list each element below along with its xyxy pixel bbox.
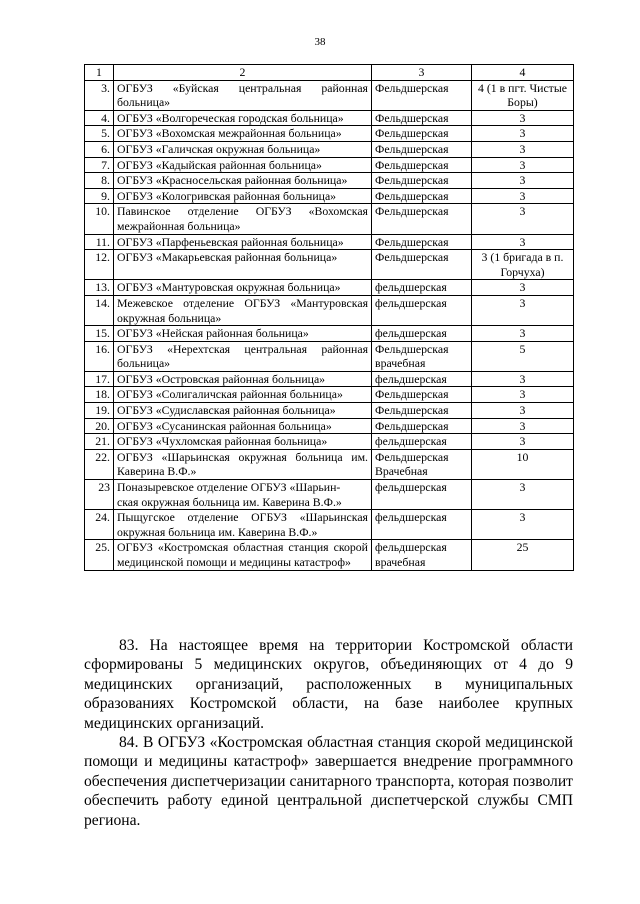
team-count-cell: 3 (472, 418, 574, 434)
team-count-cell: 3 (472, 234, 574, 250)
row-number-cell: 15. (85, 326, 114, 342)
table-row (85, 110, 574, 126)
row-number-cell: 11. (85, 234, 114, 250)
organization-cell: ОГБУЗ «Шарьинская окружная больница им. Каверина В.Ф.» (114, 449, 372, 479)
header-cell-4: 4 (472, 65, 574, 81)
header-cell-3: 3 (372, 65, 472, 81)
organization-cell: ОГБУЗ «Галичская окружная больница» (114, 141, 372, 157)
table-row (85, 418, 574, 434)
organization-cell: ОГБУЗ «Костромская областная станция скорой медицинской помощи и медицины катастроф» (114, 540, 372, 570)
organization-cell: ОГБУЗ «Судиславская районная больница» (114, 403, 372, 419)
table-row (85, 403, 574, 419)
team-type-cell: Фельдшерская врачебная (372, 341, 472, 371)
team-type-cell: фельдшерская (372, 510, 472, 540)
row-number-cell: 9. (85, 188, 114, 204)
row-number-cell: 21. (85, 434, 114, 450)
row-number-cell: 8. (85, 173, 114, 189)
team-type-cell: фельдшерская (372, 280, 472, 296)
table-row (85, 280, 574, 296)
table-row (85, 188, 574, 204)
row-number-cell: 7. (85, 157, 114, 173)
team-type-cell: Фельдшерская (372, 204, 472, 234)
team-type-cell: фельдшерская (372, 326, 472, 342)
table-header-row (85, 65, 574, 81)
organization-cell: ОГБУЗ «Солигаличская районная больница» (114, 387, 372, 403)
row-number-cell: 10. (85, 204, 114, 234)
team-type-cell: Фельдшерская (372, 234, 472, 250)
team-type-cell: Фельдшерская Врачебная (372, 449, 472, 479)
organization-cell: ОГБУЗ «Островская районная больница» (114, 371, 372, 387)
row-number-cell: 5. (85, 126, 114, 142)
team-type-cell: фельдшерская (372, 371, 472, 387)
team-count-cell: 3 (472, 126, 574, 142)
organization-cell: ОГБУЗ «Нерехтская центральная районная больница» (114, 341, 372, 371)
team-count-cell: 3 (472, 480, 574, 510)
team-count-cell: 3 (472, 204, 574, 234)
team-count-cell: 3 (472, 141, 574, 157)
body-text (84, 636, 573, 830)
organization-cell: ОГБУЗ «Макарьевская районная больница» (114, 250, 372, 280)
row-number-cell: 3. (85, 80, 114, 110)
team-count-cell: 3 (472, 157, 574, 173)
team-count-cell: 3 (472, 387, 574, 403)
row-number-cell: 4. (85, 110, 114, 126)
row-number-cell: 6. (85, 141, 114, 157)
team-count-cell: 3 (472, 110, 574, 126)
table-row (85, 371, 574, 387)
team-count-cell: 3 (472, 434, 574, 450)
table-row (85, 540, 574, 570)
table-row (85, 480, 574, 510)
organization-cell: ОГБУЗ «Парфеньевская районная больница» (114, 234, 372, 250)
table-row (85, 449, 574, 479)
row-number-cell: 17. (85, 371, 114, 387)
team-count-cell: 3 (472, 371, 574, 387)
table-row (85, 80, 574, 110)
organization-cell: ОГБУЗ «Кадыйская районная больница» (114, 157, 372, 173)
table-row (85, 157, 574, 173)
organization-cell: ОГБУЗ «Красносельская районная больница» (114, 173, 372, 189)
table-row (85, 434, 574, 450)
team-count-cell: 10 (472, 449, 574, 479)
table-row (85, 250, 574, 280)
table-row (85, 510, 574, 540)
team-type-cell: Фельдшерская (372, 141, 472, 157)
row-number-cell: 14. (85, 295, 114, 325)
row-number-cell: 12. (85, 250, 114, 280)
table-row (85, 326, 574, 342)
organization-cell: ОГБУЗ «Кологривская районная больница» (114, 188, 372, 204)
team-type-cell: Фельдшерская (372, 110, 472, 126)
organization-cell: ОГБУЗ «Сусанинская районная больница» (114, 418, 372, 434)
row-number-cell: 20. (85, 418, 114, 434)
team-type-cell: фельдшерская врачебная (372, 540, 472, 570)
table-row (85, 141, 574, 157)
table-row (85, 126, 574, 142)
organization-cell: ОГБУЗ «Вохомская межрайонная больница» (114, 126, 372, 142)
team-type-cell: фельдшерская (372, 295, 472, 325)
row-number-cell: 19. (85, 403, 114, 419)
organization-cell: Павинское отделение ОГБУЗ «Вохомская межрайонная больница» (114, 204, 372, 234)
team-type-cell: Фельдшерская (372, 418, 472, 434)
table-row (85, 173, 574, 189)
team-count-cell: 25 (472, 540, 574, 570)
team-count-cell: 3 (472, 295, 574, 325)
organization-cell: ОГБУЗ «Чухломская районная больница» (114, 434, 372, 450)
team-count-cell: 3 (472, 188, 574, 204)
header-cell-1: 1 (85, 65, 114, 81)
organization-cell: ОГБУЗ «Мантуровская окружная больница» (114, 280, 372, 296)
team-count-cell: 4 (1 в пгт. Чистые Боры) (472, 80, 574, 110)
page-number: 38 (314, 36, 326, 48)
table-row (85, 295, 574, 325)
row-number-cell: 22. (85, 449, 114, 479)
organization-cell: Пыщугское отделение ОГБУЗ «Шарьинская окружная больница им. Каверина В.Ф.» (114, 510, 372, 540)
organization-cell: ОГБУЗ «Буйская центральная районная больница» (114, 80, 372, 110)
team-type-cell: Фельдшерская (372, 188, 472, 204)
organization-cell: ОГБУЗ «Волгореческая городская больница» (114, 110, 372, 126)
paragraph-84: 84. В ОГБУЗ «Костромская областная станция скорой медицинской помощи и медицины катастроф» завершается внедрение программного обеспечения диспетчеризации санитарного транспорта, которая позволит обеспечить работу единой центральной диспетчерской службы СМП региона. (84, 734, 573, 829)
organization-cell: Межевское отделение ОГБУЗ «Мантуровская окружная больница» (114, 295, 372, 325)
row-number-cell: 16. (85, 341, 114, 371)
table-row (85, 234, 574, 250)
table-row (85, 341, 574, 371)
row-number-cell: 13. (85, 280, 114, 296)
team-type-cell: Фельдшерская (372, 157, 472, 173)
team-count-cell: 3 (472, 173, 574, 189)
team-type-cell: Фельдшерская (372, 403, 472, 419)
team-count-cell: 3 (472, 403, 574, 419)
header-cell-2: 2 (114, 65, 372, 81)
table-row (85, 204, 574, 234)
ambulance-teams-table (84, 64, 574, 571)
team-count-cell: 3 (472, 510, 574, 540)
team-count-cell: 5 (472, 341, 574, 371)
table-row (85, 387, 574, 403)
team-type-cell: фельдшерская (372, 434, 472, 450)
row-number-cell: 24. (85, 510, 114, 540)
row-number-cell: 18. (85, 387, 114, 403)
row-number-cell: 25. (85, 540, 114, 570)
organization-cell: ОГБУЗ «Нейская районная больница» (114, 326, 372, 342)
team-type-cell: Фельдшерская (372, 126, 472, 142)
team-count-cell: 3 (472, 280, 574, 296)
paragraph-83: 83. На настоящее время на территории Костромской области сформированы 5 медицинских округов, объединяющих от 4 до 9 медицинских организаций, расположенных в муниципальных образованиях Костромской области, на базе наиболее крупных медицинских организаций. (84, 637, 573, 732)
organization-cell: Поназыревское отделение ОГБУЗ «Шарьин- ская окружная больница им. Каверина В.Ф.» (114, 480, 372, 510)
team-type-cell: Фельдшерская (372, 250, 472, 280)
team-type-cell: Фельдшерская (372, 387, 472, 403)
team-count-cell: 3 (472, 326, 574, 342)
team-type-cell: фельдшерская (372, 480, 472, 510)
table-body (85, 65, 574, 571)
row-number-cell: 23 (85, 480, 114, 510)
team-count-cell: 3 (1 бригада в п. Горчуха) (472, 250, 574, 280)
team-type-cell: Фельдшерская (372, 173, 472, 189)
team-type-cell: Фельдшерская (372, 80, 472, 110)
